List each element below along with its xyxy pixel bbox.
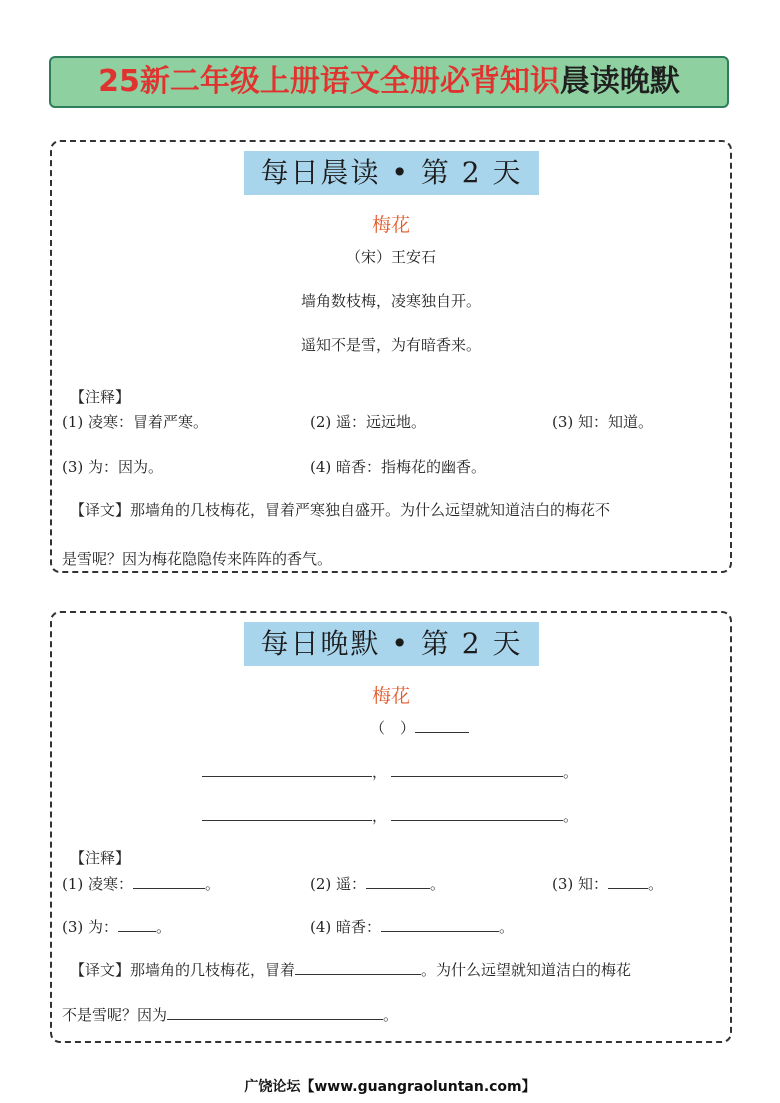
dictation-poem-title: 梅花 [371,685,410,707]
note-4: (3) 为：因为。 [62,458,164,476]
note-4-blank[interactable] [118,917,156,932]
dictation-line-2 [202,805,578,826]
poem-line-1: 墙角数枝梅，凌寒独自开。 [300,292,481,310]
evening-dictation-card [50,611,732,1043]
translation-blank-2[interactable] [167,1005,383,1020]
author-row [370,717,469,738]
note-1-blank[interactable] [133,874,205,889]
note-1: (1) 凌寒：冒着严寒。 [62,413,209,431]
author-paren: （ ） [370,719,416,737]
translation-line-2: 是雪呢？因为梅花隐隐传来阵阵的香气。 [62,550,333,568]
translation-blank-1[interactable] [295,960,421,975]
author-blank[interactable] [415,718,469,733]
morning-card-title: 每日晨读 • 第 2 天 [244,151,539,195]
dictation-note-4: (3) 为： 。 [62,918,172,936]
dictation-note-5: (4) 暗香： 。 [310,918,515,936]
dictation-translation-line-1: 【译文】那墙角的几枝梅花，冒着 。为什么远望就知道洁白的梅花 [70,961,632,979]
translation-line-1: 【译文】那墙角的几枝梅花，冒着严寒独自盛开。为什么远望就知道洁白的梅花不 [70,501,611,519]
dictation-notes-heading: 【注释】 [70,849,131,867]
note-2-blank[interactable] [366,874,430,889]
blank-line-2a[interactable] [202,806,372,821]
page-footer: 广饶论坛【www.guangraoluntan.com】 [244,1079,536,1095]
dictation-note-2: (2) 遥： 。 [310,875,446,893]
period-1: 。 [563,763,579,781]
note-5: (4) 暗香：指梅花的幽香。 [310,458,487,476]
dictation-note-1: (1) 凌寒： 。 [62,875,221,893]
dictation-note-3: (3) 知： 。 [552,875,664,893]
morning-reading-card [50,140,732,573]
blank-line-2b[interactable] [391,806,563,821]
blank-line-1b[interactable] [391,762,563,777]
notes-heading: 【注释】 [70,388,131,406]
evening-card-title: 每日晚默 • 第 2 天 [244,622,539,666]
comma-1: ， [372,763,388,781]
banner-subtitle: 晨读晚默 [559,64,680,99]
blank-line-1a[interactable] [202,762,372,777]
note-2: (2) 遥：远远地。 [310,413,427,431]
poem-author: （宋）王安石 [345,248,436,266]
poem-title: 梅花 [371,214,410,236]
note-5-blank[interactable] [381,917,499,932]
page-banner [49,56,729,108]
note-3-blank[interactable] [608,874,648,889]
banner-title: 25新二年级上册语文全册必背知识 [98,64,560,99]
dictation-line-1 [202,761,578,782]
comma-2: ， [372,807,388,825]
period-2: 。 [563,807,579,825]
note-3: (3) 知：知道。 [552,413,654,431]
poem-line-2: 遥知不是雪，为有暗香来。 [300,336,481,354]
dictation-translation-line-2: 不是雪呢？因为 。 [62,1006,399,1024]
